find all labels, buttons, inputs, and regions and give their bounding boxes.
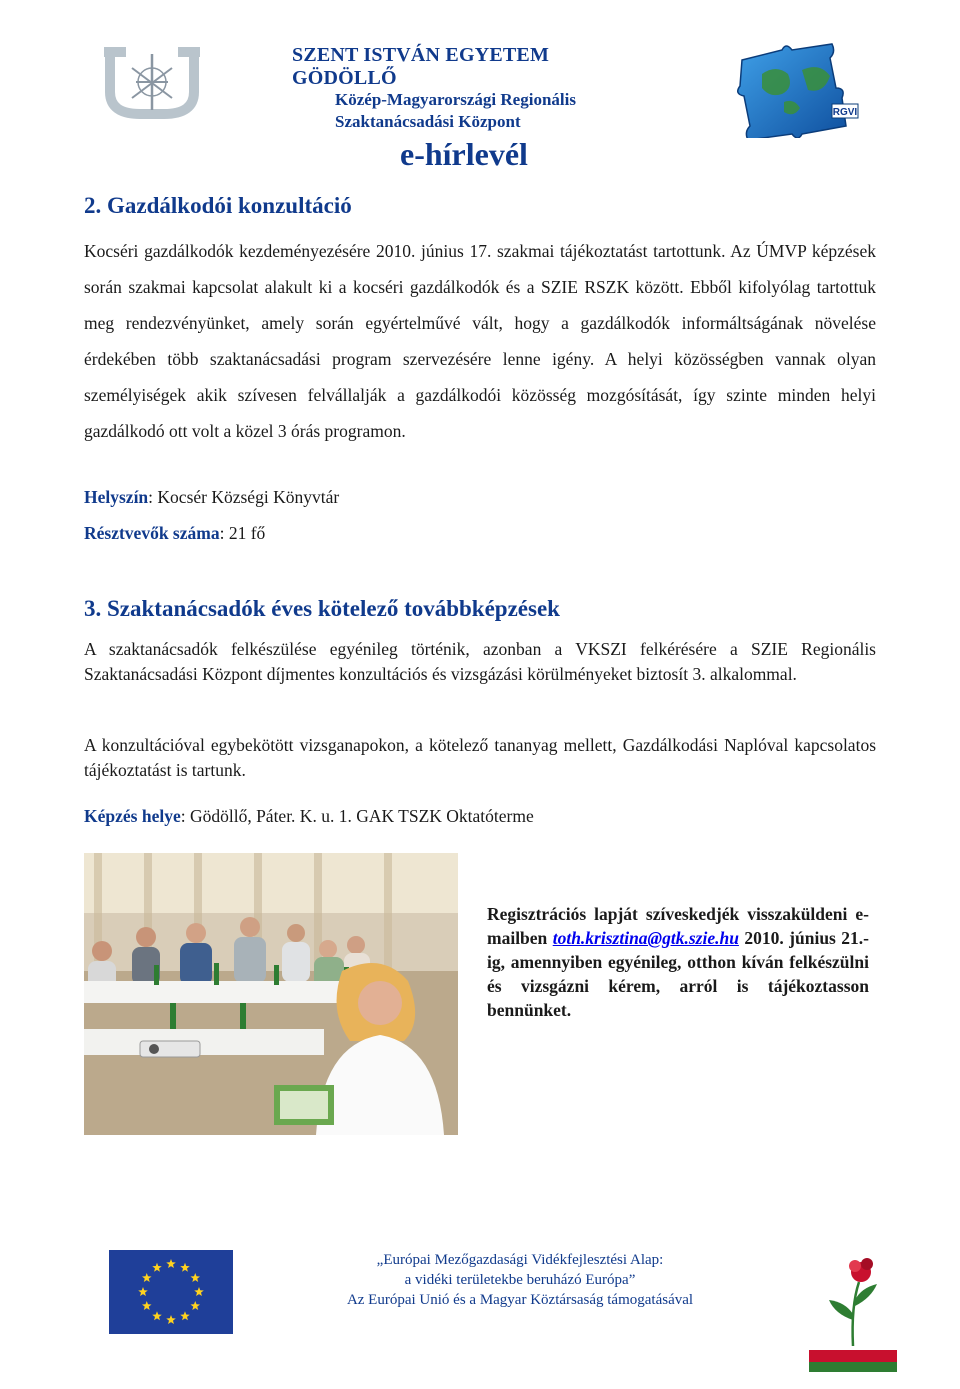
- venue-value: : Gödöllő, Páter. K. u. 1. GAK TSZK Oktatóterme: [180, 806, 534, 826]
- participants-value: : 21 fő: [219, 523, 266, 543]
- newsletter-title: e-hírlevél: [400, 136, 528, 172]
- eu-flag-icon: [109, 1250, 233, 1334]
- university-logo: [96, 46, 208, 124]
- location-value: : Kocsér Községi Könyvtár: [148, 487, 340, 507]
- registration-note: [487, 902, 869, 1022]
- registration-email-link[interactable]: toth.krisztina@gtk.szie.hu: [552, 928, 739, 948]
- footer-text: [300, 1250, 740, 1310]
- section3-heading: 3. Szaktanácsadók éves kötelező továbbképzések: [84, 596, 560, 621]
- training-session-photo: [84, 853, 458, 1135]
- university-name: SZENT ISTVÁN EGYETEM GÖDÖLLŐ: [292, 44, 550, 89]
- participants-line: [84, 523, 265, 544]
- registration-text-before: Regisztrációs lapját szíveskedjék visszaküldeni e-mailben: [487, 904, 869, 948]
- venue-label: Képzés helye: [84, 806, 181, 826]
- section3-paragraph2: A konzultációval egybekötött vizsganapokon, a kötelező tananyag mellett, Gazdálkodási Naplóval kapcsolatos tájékoztatást is tartunk.: [84, 735, 876, 780]
- section3-paragraph1: A szaktanácsadók felkészülése egyénileg történik, azonban a VKSZI felkérésére a SZIE Regionális Szaktanácsadási Központ díjmentes konzultációs és vizsgázási körülményeket biztosít 3. alkalommal.: [84, 639, 876, 684]
- center-name-line1: Közép-Magyarországi Regionális: [335, 90, 576, 109]
- rgvi-label: RGVI: [832, 107, 858, 118]
- location-label: Helyszín: [84, 487, 149, 507]
- center-name-line2: Szaktanácsadási Központ: [335, 112, 521, 131]
- footer-line1: „Európai Mezőgazdasági Vidékfejlesztési Alap:: [376, 1252, 664, 1268]
- uj-magyarorszag-logo: [803, 1250, 903, 1376]
- section2-heading: 2. Gazdálkodói konzultáció: [84, 193, 352, 218]
- venue-line: [84, 806, 534, 827]
- participants-label: Résztvevők száma: [84, 523, 220, 543]
- location-line: [84, 487, 339, 508]
- rgvi-puzzle-logo: [732, 40, 866, 138]
- section2-paragraph: Kocséri gazdálkodók kezdeményezésére 2010. június 17. szakmai tájékoztatást tartottunk. Az ÚMVP képzések során szakmai kapcsolat alakult ki a kocséri gazdálkodók és a SZIE RSZK között. Ebből kifolyólag tartottuk meg rendezvényünket, amely során egyértelművé vált, hogy a gazdálkodók informáltságának növelése érdekében több szaktanácsadási program szervezésére lenne igény. A helyi közösségben vannak olyan személyiségek akik szívesen felvállalják a gazdálkodói közösség mozgósítását, így szinte minden helyi gazdálkodó ott volt a közel 3 órás programon.: [84, 241, 876, 441]
- registration-text-after: 2010. június 21.-ig, amennyiben egyénileg, otthon kíván felkészülni és vizsgázni kérem, arról is tájékoztasson bennünket.: [487, 928, 869, 1020]
- footer-line2: a vidéki területekbe beruházó Európa”: [404, 1272, 636, 1288]
- footer-line3: Az Európai Unió és a Magyar Köztársaság támogatásával: [346, 1292, 694, 1308]
